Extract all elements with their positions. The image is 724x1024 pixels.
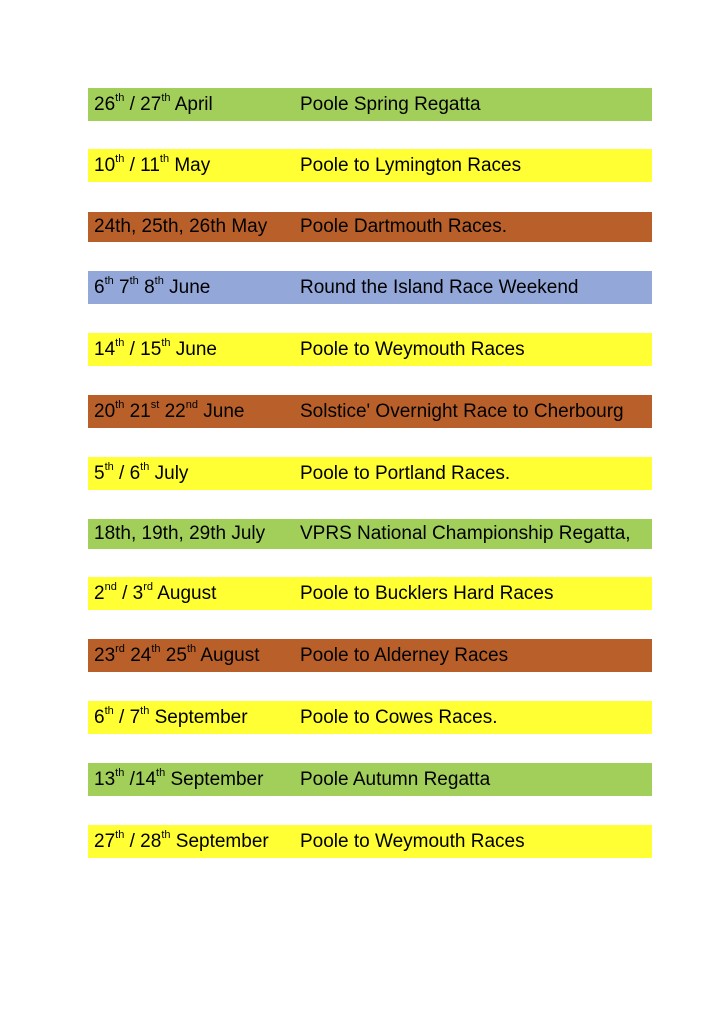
schedule-row xyxy=(88,395,652,428)
event-name: Poole to Weymouth Races xyxy=(300,830,525,852)
event-name: VPRS National Championship Regatta, xyxy=(300,523,631,544)
schedule-row xyxy=(88,701,652,734)
event-date: 6th / 7th September xyxy=(94,705,248,728)
event-date: 20th 21st 22nd June xyxy=(94,399,245,422)
schedule-row xyxy=(88,763,652,796)
event-name: Poole to Alderney Races xyxy=(300,644,509,666)
event-date: 18th, 19th, 29th July xyxy=(94,523,266,544)
event-name: Poole to Lymington Races xyxy=(300,154,522,176)
event-date: 23rd 24th 25th August xyxy=(94,643,260,666)
schedule-row xyxy=(88,333,652,366)
schedule-row xyxy=(88,88,652,121)
event-date: 2nd / 3rd August xyxy=(94,581,217,604)
event-name: Poole to Portland Races. xyxy=(300,462,511,484)
event-date: 27th / 28th September xyxy=(94,829,269,852)
schedule-row xyxy=(88,519,652,549)
event-date: 24th, 25th, 26th May xyxy=(94,216,268,237)
event-name: Poole to Cowes Races. xyxy=(300,706,498,728)
event-date: 6th 7th 8th June xyxy=(94,275,211,298)
schedule-row xyxy=(88,271,652,304)
event-name: Poole to Weymouth Races xyxy=(300,338,525,360)
schedule-row xyxy=(88,639,652,672)
event-name: Poole Dartmouth Races. xyxy=(300,216,507,237)
event-date: 13th /14th September xyxy=(94,767,264,790)
event-date: 14th / 15th June xyxy=(94,337,217,360)
event-name: Round the Island Race Weekend xyxy=(300,276,579,298)
event-date: 10th / 11th May xyxy=(94,153,211,176)
schedule-row xyxy=(88,825,652,858)
schedule-row xyxy=(88,149,652,182)
event-date: 5th / 6th July xyxy=(94,461,189,484)
event-name: Poole Spring Regatta xyxy=(300,93,481,115)
event-name: Poole Autumn Regatta xyxy=(300,768,491,790)
event-date: 26th / 27th April xyxy=(94,92,213,115)
schedule-row xyxy=(88,212,652,242)
schedule-row xyxy=(88,457,652,490)
event-name: Solstice' Overnight Race to Cherbourg xyxy=(300,400,624,422)
event-name: Poole to Bucklers Hard Races xyxy=(300,582,554,604)
schedule-row xyxy=(88,577,652,610)
